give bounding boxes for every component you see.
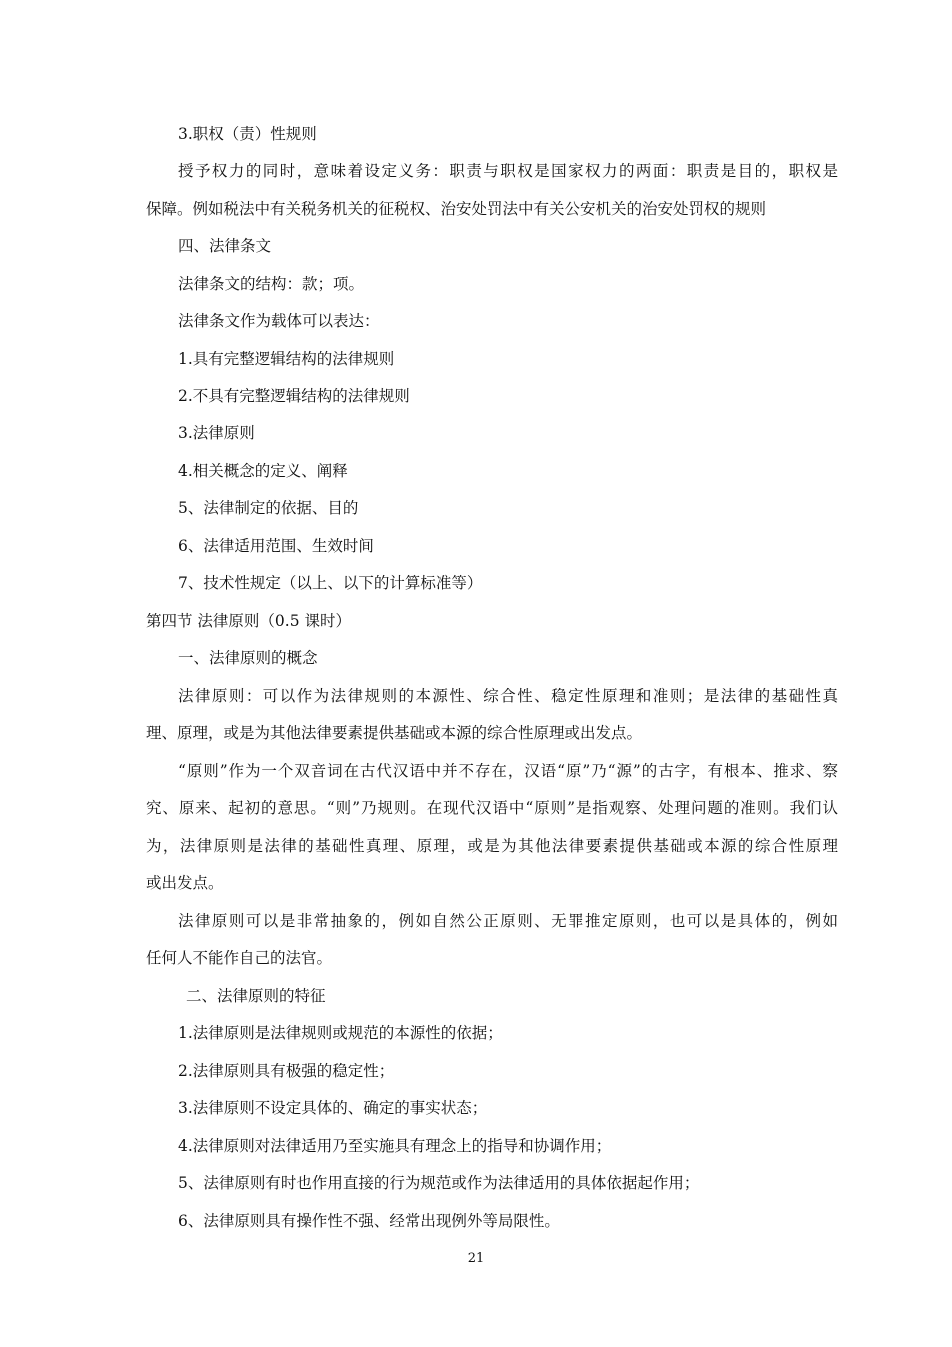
text-line: 3.职权（责）性规则 [178, 125, 317, 143]
text-line: 保障。例如税法中有关税务机关的征税权、治安处罚法中有关公安机关的治安处罚权的规则 [146, 200, 767, 218]
list-item: 3.法律原则不设定具体的、确定的事实状态； [178, 1099, 488, 1117]
text-line: 理、原理，或是为其他法律要素提供基础或本源的综合性原理或出发点。 [146, 724, 643, 742]
text-line: 究、原来、起初的意思。“则”乃规则。在现代汉语中“原则”是指观察、处理问题的准则。我们认 [146, 799, 838, 817]
list-item: 2.法律原则具有极强的稳定性； [178, 1062, 395, 1080]
list-item: 6、法律原则具有操作性不强、经常出现例外等局限性。 [178, 1212, 560, 1230]
list-item: 5、法律制定的依据、目的 [178, 499, 359, 517]
section-heading: 四、法律条文 [178, 237, 272, 255]
list-item: 1.法律原则是法律规则或规范的本源性的依据； [178, 1024, 503, 1042]
list-item: 3.法律原则 [178, 424, 255, 442]
text-line: 或出发点。 [146, 874, 224, 892]
section-heading: 一、法律原则的概念 [178, 649, 318, 667]
list-item: 7、技术性规定（以上、以下的计算标准等） [178, 574, 483, 592]
list-item: 5、法律原则有时也作用直接的行为规范或作为法律适用的具体依据起作用； [178, 1174, 700, 1192]
page-number: 21 [467, 1251, 485, 1266]
section-heading: 第四节 法律原则（0.5 课时） [146, 612, 352, 630]
text-line: 法律条文作为载体可以表达： [178, 312, 380, 330]
text-line: 授予权力的同时，意味着设定义务：职责与职权是国家权力的两面：职责是目的，职权是 [178, 162, 838, 180]
list-item: 4.相关概念的定义、阐释 [178, 462, 348, 480]
text-line: 为，法律原则是法律的基础性真理、原理，或是为其他法律要素提供基础或本源的综合性原理 [146, 837, 838, 855]
list-item: 2.不具有完整逻辑结构的法律规则 [178, 387, 410, 405]
text-line: 任何人不能作自己的法官。 [146, 949, 333, 967]
text-line: 法律原则可以是非常抽象的，例如自然公正原则、无罪推定原则，也可以是具体的，例如 [178, 912, 838, 930]
list-item: 4.法律原则对法律适用乃至实施具有理念上的指导和协调作用； [178, 1137, 612, 1155]
list-item: 6、法律适用范围、生效时间 [178, 537, 374, 555]
section-heading: 二、法律原则的特征 [186, 987, 326, 1005]
list-item: 1.具有完整逻辑结构的法律规则 [178, 350, 395, 368]
text-line: 法律原则：可以作为法律规则的本源性、综合性、稳定性原理和准则；是法律的基础性真 [178, 687, 838, 705]
text-line: 法律条文的结构：款；项。 [178, 275, 365, 293]
text-line: “原则”作为一个双音词在古代汉语中并不存在，汉语“原”乃“源”的古字，有根本、推求、察 [178, 762, 838, 780]
